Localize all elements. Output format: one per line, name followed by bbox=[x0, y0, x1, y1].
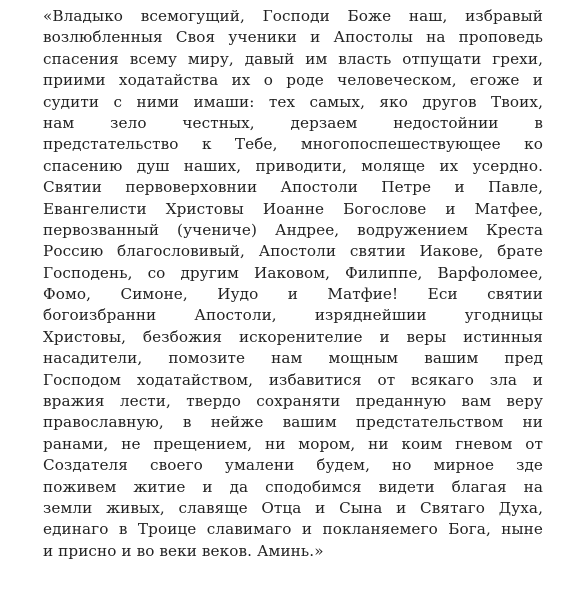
prayer-line-7: предстательство к Тебе, многопоспешествующее ко bbox=[43, 135, 543, 154]
prayer-line-8: спасению душ наших, приводити, моляще их усердно. bbox=[43, 156, 543, 175]
prayer-line-21: ранами, не прещением, ни мором, ни коим гневом от bbox=[43, 434, 543, 453]
prayer-line-19: вражия лести, твердо сохраняти преданную вам веру bbox=[43, 392, 543, 411]
prayer-line-15: богоизбранни Апостоли, изряднейшии угодницы bbox=[43, 306, 543, 325]
prayer-line-5: судити с ними имаши: тех самых, яко другов Твоих, bbox=[43, 92, 543, 111]
prayer-line-16: Христовы, безбожия искоренителие и веры истинныя bbox=[43, 327, 543, 346]
prayer-line-25: единаго в Троице славимаго и покланяемего Бога, ныне bbox=[43, 520, 543, 539]
prayer-line-1: «Владыко всемогущий, Господи Боже наш, избравый bbox=[43, 7, 543, 25]
prayer-line-2: возлюбленныя Своя ученики и Апостолы на проповедь bbox=[43, 28, 543, 47]
prayer-line-23: поживем житие и да сподобимся видети благая на bbox=[43, 477, 543, 496]
prayer-line-18: Господом ходатайством, избавитися от всякаго зла и bbox=[43, 370, 543, 389]
prayer-text bbox=[43, 6, 543, 562]
prayer-line-10: Евангелисти Христовы Иоанне Богослове и Матфее, bbox=[43, 199, 543, 218]
prayer-line-4: приими ходатайства их о роде человеческом, егоже и bbox=[43, 71, 543, 90]
prayer-line-24: земли живых, славяще Отца и Сына и Святаго Духа, bbox=[43, 498, 543, 517]
prayer-line-9: Святии первоверховнии Апостоли Петре и Павле, bbox=[43, 178, 543, 197]
prayer-line-13: Господень, со другим Иаковом, Филиппе, Варфоломее, bbox=[43, 263, 543, 282]
prayer-line-26: и присно и во веки веков. Аминь.» bbox=[43, 541, 324, 560]
prayer-line-12: Россию благословивый, Апостоли святии Иакове, брате bbox=[43, 242, 543, 261]
prayer-line-17: насадители, помозите нам мощным вашим пред bbox=[43, 349, 543, 368]
prayer-line-3: спасения всему миру, давый им власть отпущати грехи, bbox=[43, 49, 543, 68]
prayer-line-14: Фомо, Симоне, Иудо и Матфие! Еси святии bbox=[43, 285, 543, 304]
prayer-line-20: православную, в нейже вашим предстательством ни bbox=[43, 413, 543, 432]
prayer-line-6: нам зело честных, дерзаем недостойнии в bbox=[43, 113, 543, 132]
prayer-line-11: первозванный (учениче) Андрее, водружением Креста bbox=[43, 220, 543, 239]
prayer-line-22: Создателя своего умалени будем, но мирное зде bbox=[43, 456, 543, 475]
